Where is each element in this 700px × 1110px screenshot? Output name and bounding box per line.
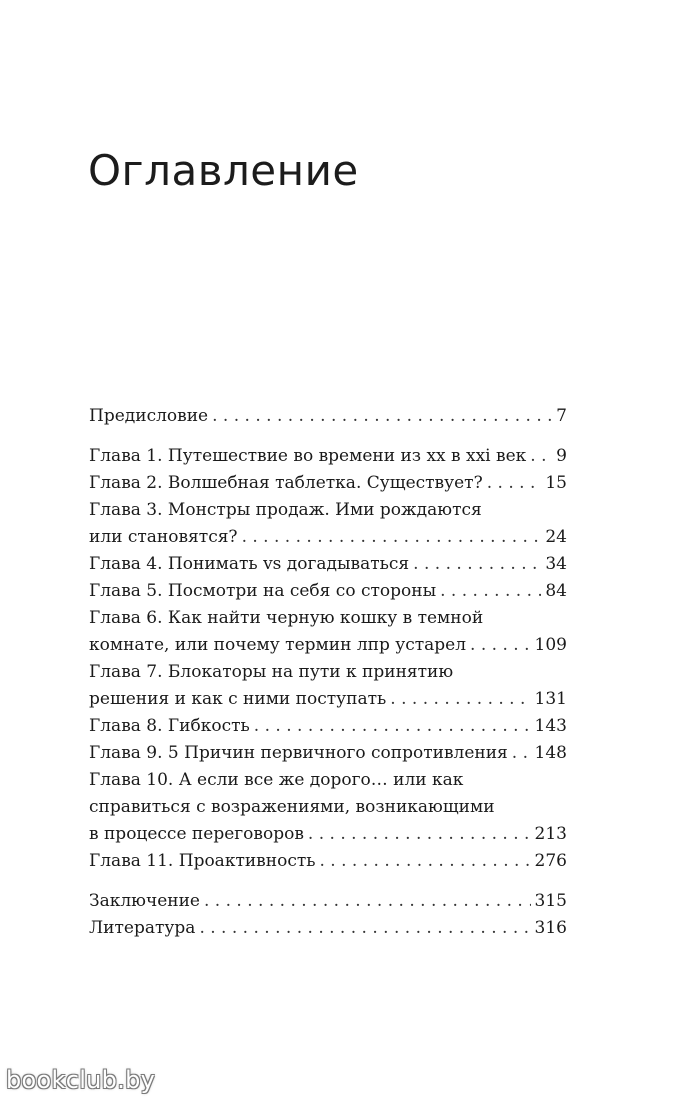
- toc-entry-chapter-10: [89, 767, 567, 848]
- leader-dots: [320, 848, 531, 875]
- leader-dots: [487, 470, 542, 497]
- leader-dots: [254, 713, 531, 740]
- toc-entry-preface: [89, 403, 567, 430]
- toc-page-number: 148: [534, 743, 567, 763]
- leader-dots: [199, 915, 530, 942]
- toc-page-number: 9: [556, 446, 567, 466]
- toc-entry-title: Глава 10. А если все же дорого… или как: [89, 770, 464, 790]
- toc-page-number: 316: [534, 918, 567, 938]
- leader-dots: [242, 524, 542, 551]
- toc-page-number: 276: [534, 851, 567, 871]
- page-title: Оглавление: [88, 146, 359, 195]
- leader-dots: [512, 740, 531, 767]
- toc-entry-chapter-4: [89, 551, 567, 578]
- leader-dots: [308, 821, 531, 848]
- toc-entry-title: Литература: [89, 918, 196, 938]
- toc-entry-chapter-6: [89, 605, 567, 659]
- toc-page-number: 84: [545, 581, 567, 601]
- toc-entry-chapter-5: [89, 578, 567, 605]
- toc-entry-title: Глава 11. Проактивность: [89, 851, 316, 871]
- toc-entry-title-cont: комнате, или почему термин лпр устарел: [89, 635, 467, 655]
- leader-dots: [413, 551, 541, 578]
- toc-entry-title: Глава 6. Как найти черную кошку в темной: [89, 608, 484, 628]
- toc-entry-title: Глава 9. 5 Причин первичного сопротивления: [89, 743, 508, 763]
- toc-entry-title: Глава 7. Блокаторы на пути к принятию: [89, 662, 454, 682]
- toc-entry-title-cont: справиться с возражениями, возникающими: [89, 797, 495, 817]
- leader-dots: [440, 578, 541, 605]
- toc-entry-chapter-11: [89, 848, 567, 875]
- toc-entry-chapter-1: [89, 443, 567, 470]
- leader-dots: [204, 888, 531, 915]
- toc-entry-literature: [89, 915, 567, 942]
- toc-page-number: 15: [545, 473, 567, 493]
- toc-entry-chapter-3: [89, 497, 567, 551]
- toc-entry-title: Глава 8. Гибкость: [89, 716, 250, 736]
- toc-entry-title: Глава 4. Понимать vs догадываться: [89, 554, 410, 574]
- table-of-contents: [89, 403, 567, 942]
- toc-entry-title-cont: решения и как с ними поступать: [89, 689, 387, 709]
- toc-page-number: 315: [534, 891, 567, 911]
- toc-entry-chapter-7: [89, 659, 567, 713]
- toc-entry-conclusion: [89, 888, 567, 915]
- toc-page-number: 7: [556, 406, 567, 426]
- toc-page-number: 213: [534, 824, 567, 844]
- toc-entry-title-cont: или становятся?: [89, 527, 238, 547]
- toc-page-number: 131: [534, 689, 567, 709]
- leader-dots: [470, 632, 531, 659]
- toc-entry-title-cont: в процессе переговоров: [89, 824, 304, 844]
- toc-page-number: 143: [534, 716, 567, 736]
- toc-entry-title: Глава 1. Путешествие во времени из xx в xxi век: [89, 446, 527, 466]
- toc-entry-chapter-8: [89, 713, 567, 740]
- toc-entry-chapter-9: [89, 740, 567, 767]
- toc-entry-title: Глава 5. Посмотри на себя со стороны: [89, 581, 437, 601]
- toc-entry-title: Глава 2. Волшебная таблетка. Существует?: [89, 473, 483, 493]
- toc-entry-title: Заключение: [89, 891, 200, 911]
- toc-entry-chapter-2: [89, 470, 567, 497]
- toc-entry-title: Предисловие: [89, 406, 209, 426]
- leader-dots: [530, 443, 552, 470]
- toc-page-number: 109: [534, 635, 567, 655]
- leader-dots: [212, 403, 552, 430]
- toc-page-number: 24: [545, 527, 567, 547]
- toc-entry-title: Глава 3. Монстры продаж. Ими рождаются: [89, 500, 482, 520]
- watermark: bookclub.by: [6, 1066, 156, 1094]
- toc-page-number: 34: [545, 554, 567, 574]
- leader-dots: [390, 686, 530, 713]
